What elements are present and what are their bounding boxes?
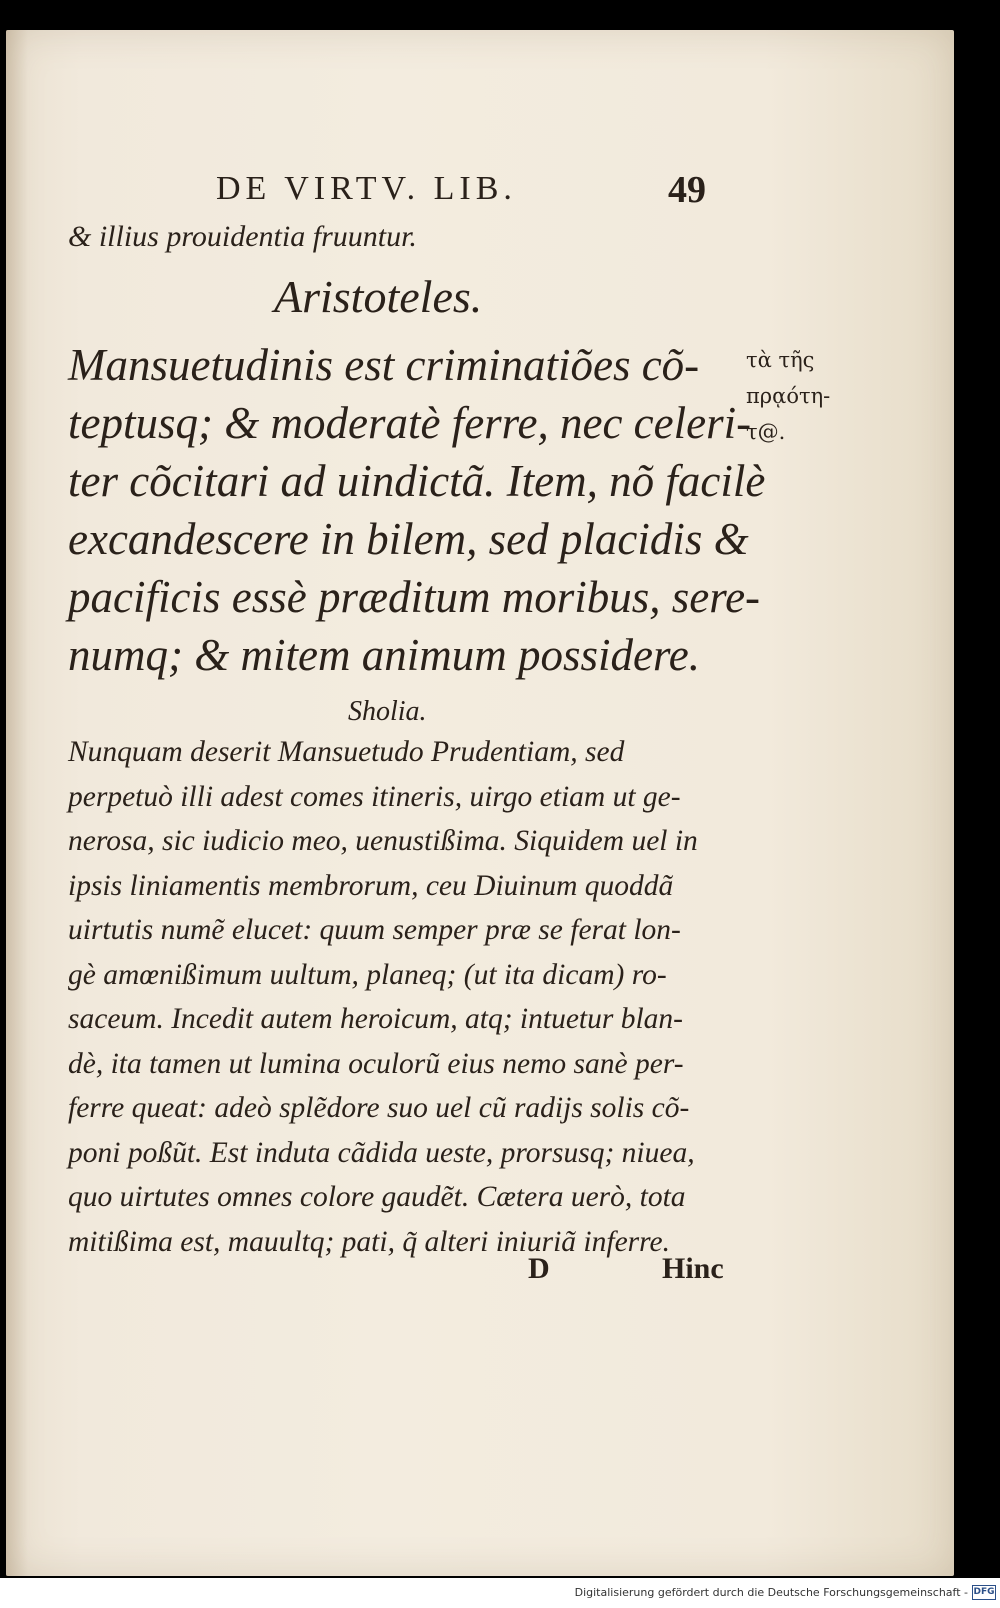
book-page [6,30,954,1576]
commentary-line: poni poßũt. Est induta cãdida ueste, prorsusq; niuea, [68,1136,695,1169]
definition-line: numq; & mitem animum possidere. [68,630,701,680]
commentary-line: ferre queat: adeò splẽdore suo uel cũ radijs solis cõ- [68,1092,690,1124]
commentary-line: dè, ita tamen ut lumina oculorũ eius nemo sanè per- [68,1047,684,1080]
definition-line: ter cõcitari ad uindictã. Item, nõ facilè [68,456,766,506]
marginal-note-line: τὰ τῆς [746,348,815,372]
running-head-title: DE VIRTV. LIB. [216,170,517,207]
commentary-line: perpetuò illi adest comes itineris, uirgo etiam ut ge- [68,780,681,813]
page-number: 49 [668,169,706,211]
definition-line: excandescere in bilem, sed placidis & [68,514,749,564]
footer-bar [0,1578,1000,1608]
definition-line: Mansuetudinis est criminatiões cõ- [68,340,700,390]
commentary-line: uirtutis numẽ elucet: quum semper præ se ferat lon- [68,914,681,946]
definition-line: pacificis essè præditum moribus, sere- [68,572,761,622]
definition-paragraph [68,336,766,684]
marginal-note-line: τ@. [746,420,786,444]
commentary-line: nerosa, sic iudicio meo, uenustißima. Siquidem uel in [68,825,698,857]
commentary-line: Nunquam deserit Mansuetudo Prudentiam, sed [68,736,625,768]
section-heading: Aristoteles. [274,271,483,322]
commentary-line: mitißima est, mauultq; pati, q̃ alteri iniuriã inferre. [68,1225,670,1258]
commentary-line: ipsis liniamentis membrorum, ceu Diuinum quoddã [68,869,674,902]
catch-line: & illius prouidentia fruuntur. [68,220,417,253]
commentary-paragraph [68,730,736,1264]
page-gutter-shadow [6,30,28,1576]
commentary-line: gè amœnißimum uultum, planeq; (ut ita dicam) ro- [68,958,667,991]
marginal-note [746,342,856,450]
funding-credit: Digitalisierung gefördert durch die Deutsche Forschungsgemeinschaft - [574,1586,968,1599]
scholia-heading: Sholia. [348,696,427,727]
marginal-note-line: πρᾳότη- [746,384,831,408]
signature-mark: D [528,1252,550,1285]
commentary-line: quo uirtutes omnes colore gaudẽt. Cætera uerò, tota [68,1181,686,1213]
running-head [216,170,706,214]
definition-line: teptusq; & moderatè ferre, nec celeri- [68,398,752,448]
catchword: Hinc [662,1252,724,1285]
dfg-logo-icon: DFG [972,1585,996,1600]
commentary-line: saceum. Incedit autem heroicum, atq; intuetur blan- [68,1003,683,1035]
